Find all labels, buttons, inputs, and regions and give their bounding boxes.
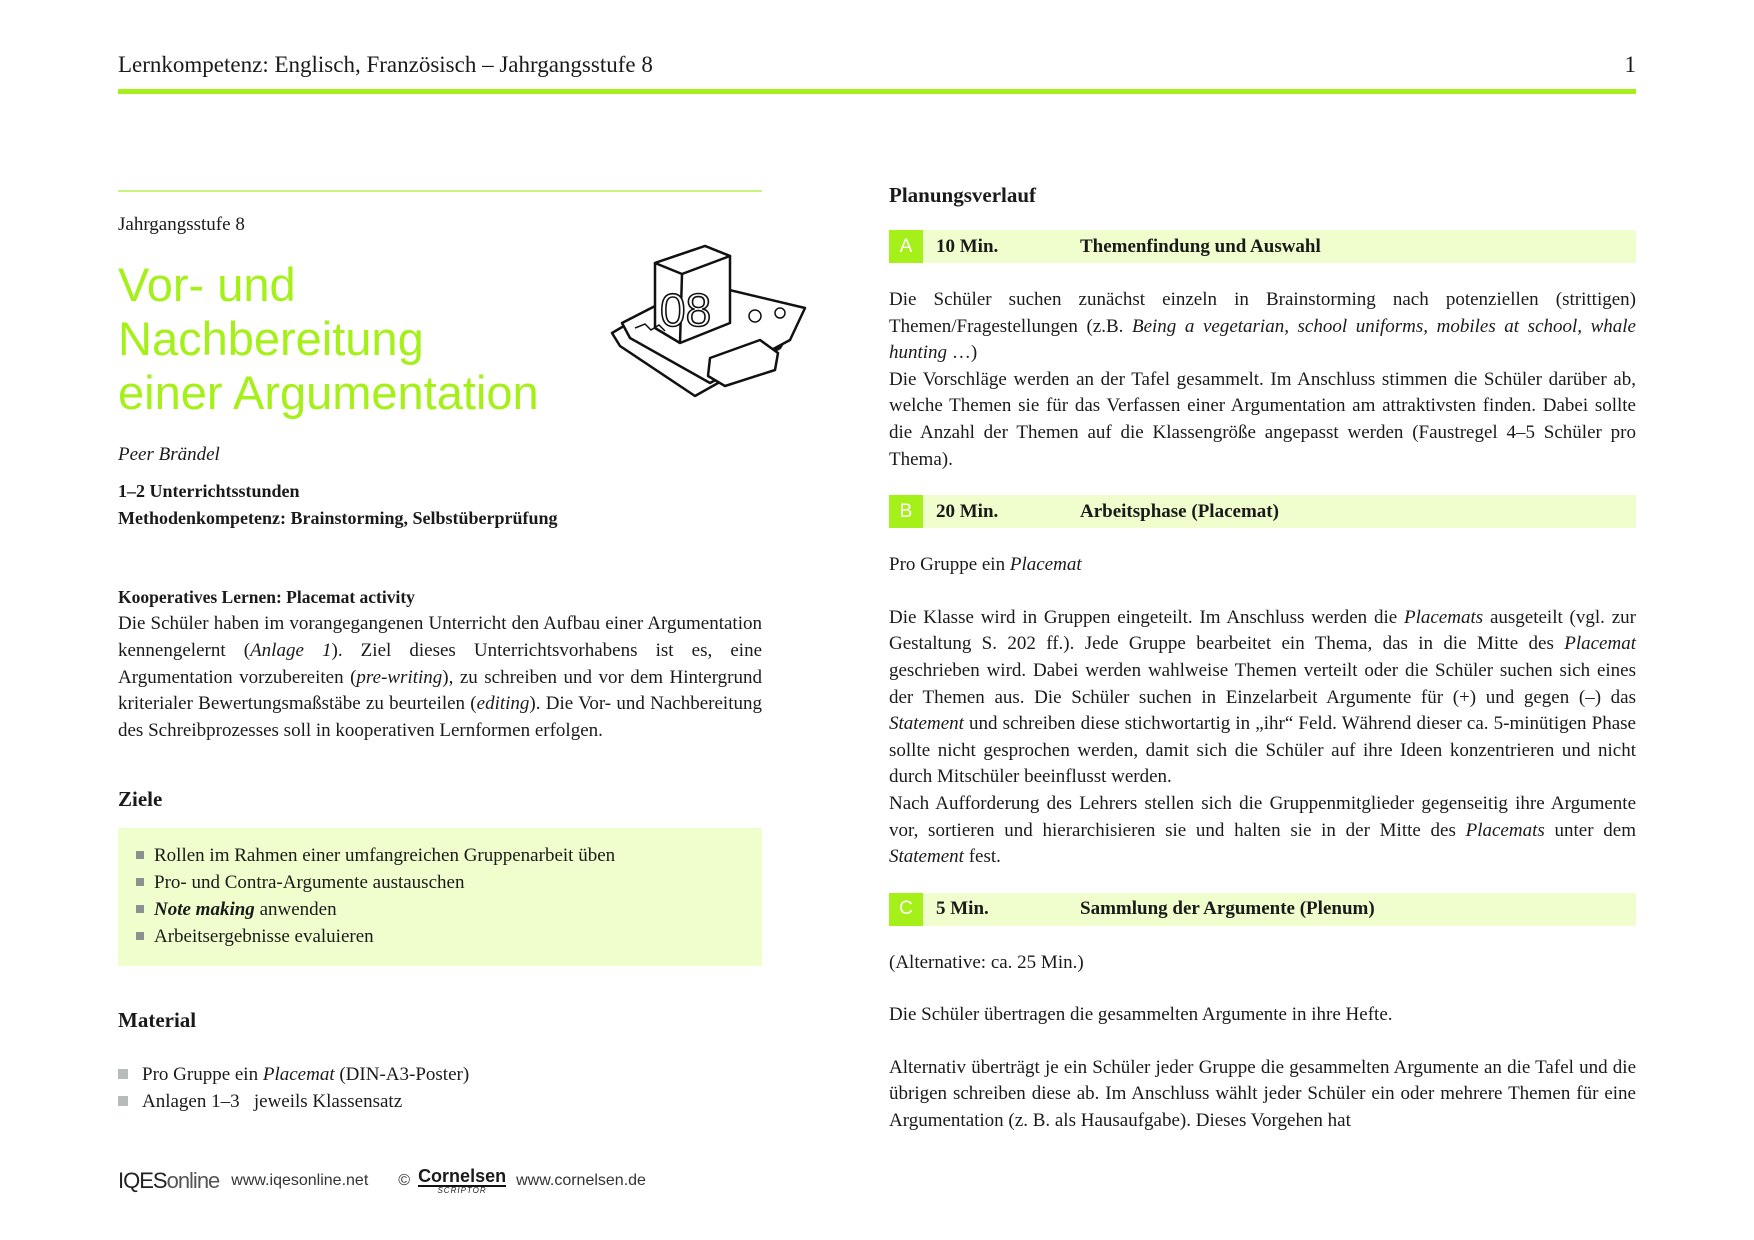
material-text-run: Pro Gruppe ein [142, 1063, 263, 1085]
phase-title: Sammlung der Argumente (Plenum) [1080, 898, 1375, 920]
main-title-line: Vor- und [118, 258, 296, 311]
method-competence: Methodenkompetenz: Brainstorming, Selbstüberprüfung [118, 508, 558, 528]
material-text [142, 1088, 402, 1115]
goal-item [136, 896, 744, 923]
phase-header-b [889, 495, 1636, 528]
phase-text-run: geschrieben wird. Dabei werden wahlweise Themen verteilt oder die Schüler suchen sich eines der Themen aus. Die Schüler suchen in Einzelarbeit Argumente für (+) und gegen (–) das [889, 659, 1636, 708]
material-text-run: (DIN-A3-Poster) [334, 1063, 470, 1085]
phase-text-run: und schreiben diese stichwortartig in „ihr“ Feld. Während dieser ca. 5-minütigen Phase sollte nicht gesprochen werden, damit sich die Schüler auf ihre Ideen konzentrieren und nicht durch Mitschüler beeinflusst werden. [889, 713, 1636, 788]
intro-text: ). Ziel dieses Unterrichtsvorhabens ist es, eine Argumentation vorzubereiten ( [118, 639, 762, 688]
phase-text-run: Statement [889, 846, 964, 868]
phase-duration: 20 Min. [936, 500, 999, 522]
phase-text-run: Die Schüler suchen zunächst einzeln in Brainstorming nach potenziellen (strittigen) Themen/Fragestellungen (z.B. [889, 289, 1636, 337]
phase-list [889, 230, 1636, 1135]
phase-text-run: ausgeteilt (vgl. zur Gestaltung S. 202 ff.). Jede Gruppe bearbeitet ein Thema, das in die Mitte des [889, 606, 1636, 655]
intro-text: Anlage 1 [250, 639, 332, 661]
intro-paragraph [118, 611, 762, 745]
dice-digit-0: 08 [660, 284, 712, 336]
grade-label: Jahrgangsstufe 8 [118, 214, 245, 235]
phase-text-run: …) [947, 342, 978, 364]
phase-badge: B [889, 495, 923, 528]
phase-text-run: Placemats [1465, 819, 1545, 841]
intro-text: Die Schüler haben im vorangegangenen Unterricht den Aufbau einer Argumentation kennengelernt ( [118, 613, 762, 661]
phase-duration: 5 Min. [936, 898, 989, 920]
phase-text-run: Nach Aufforderung des Lehrers stellen sich die Gruppenmitglieder gegenseitig ihre Argumente vor, sortieren und hierarchisieren sie und halten sie in der Mitte des [889, 792, 1636, 841]
phase-text-run: unter dem [1544, 819, 1636, 841]
section-divider [118, 190, 762, 192]
square-bullet-icon [136, 905, 144, 913]
page-number: 1 [1624, 52, 1636, 77]
phase-text-run: fest. [963, 846, 1001, 868]
phase-paragraph [889, 1055, 1636, 1135]
main-title-line: einer Argumentation [118, 366, 539, 419]
cornelsen-logo-name: Cornelsen [418, 1166, 507, 1186]
material-item [118, 1088, 762, 1115]
square-bullet-icon [136, 932, 144, 940]
phase-header-a [889, 230, 1636, 263]
phase-paragraph [889, 287, 1636, 367]
illustration-svg [600, 228, 810, 403]
phase-text-run: Die Schüler übertragen die gesammelten Argumente in ihre Hefte. [889, 1004, 1393, 1026]
cornelsen-logo-sub: SCRIPTOR [437, 1186, 487, 1195]
material-text-run: Placemat [262, 1063, 335, 1085]
phase-duration: 10 Min. [936, 235, 999, 257]
square-bullet-icon [118, 1069, 128, 1079]
running-header-title: Lernkompetenz: Englisch, Französisch – Jahrgangsstufe 8 [118, 52, 653, 77]
square-bullet-icon [136, 878, 144, 886]
goal-text-run: Pro- und Contra-Argumente austauschen [154, 871, 465, 893]
intro-text: pre-writing [356, 666, 443, 688]
goal-item [136, 842, 744, 869]
iqes-logo-light: online [166, 1168, 220, 1193]
phase-text-run: Die Vorschläge werden an der Tafel gesammelt. Im Anschluss stimmen die Schüler darüber ab, welche Themen sie für das Verfassen einer Argumentation am attraktivsten finden. Dabei sollte die Anzahl der Themen auf die Klassengröße angepasst werden (Faustregel 4–5 Schüler pro Thema). [889, 368, 1636, 470]
goal-item [136, 869, 744, 896]
phase-title: Arbeitsphase (Placemat) [1080, 500, 1279, 522]
main-title-line: Nachbereitung [118, 312, 424, 365]
phase-paragraph [889, 552, 1636, 579]
goals-box [118, 828, 762, 966]
dice-08-papers-icon [600, 228, 810, 403]
material-text [142, 1061, 469, 1088]
square-bullet-icon [118, 1096, 128, 1106]
goal-text [154, 923, 374, 950]
goal-text [154, 896, 337, 923]
square-bullet-icon [136, 851, 144, 859]
goals-heading: Ziele [118, 786, 163, 811]
footer [118, 1166, 646, 1196]
phase-text-run: Alternativ überträgt je ein Schüler jeder Gruppe die gesammelten Argumente an die Tafel und die übrigen schreiben diese ab. Im Anschluss wählt jeder Schüler ein oder mehrere Themen für eine Argumentation (z. B. als Hausaufgabe). Dieses Vorgehen hat [889, 1056, 1636, 1132]
phase-paragraph [889, 791, 1636, 871]
iqes-logo[interactable] [118, 1168, 219, 1194]
iqes-logo-brand: IQES [118, 1168, 167, 1193]
intro-text: ), zu schreiben und vor dem Hintergrund kriterialer Bewertungsmaßstäbe zu beurteilen ( [118, 666, 763, 715]
phase-text-run: Placemats [1403, 606, 1484, 628]
material-text-run: Anlagen 1–3 jeweils Klassensatz [142, 1090, 403, 1112]
phase-badge: C [889, 893, 923, 926]
header-rule [118, 89, 1636, 94]
phase-paragraph [889, 605, 1636, 791]
intro-text: editing [476, 693, 530, 715]
material-list [118, 1061, 762, 1115]
goal-text-run: Note making [154, 898, 255, 920]
running-header [118, 52, 1636, 92]
phase-title: Themenfindung und Auswahl [1080, 235, 1321, 257]
author: Peer Brändel [118, 444, 220, 465]
phase-header-c [889, 893, 1636, 926]
goal-text-run: Rollen im Rahmen einer umfangreichen Gruppenarbeit üben [154, 844, 616, 866]
goal-text-run: Arbeitsergebnisse evaluieren [154, 925, 374, 947]
goal-text-run: anwenden [254, 898, 337, 920]
phase-paragraph [889, 367, 1636, 473]
planning-heading: Planungsverlauf [889, 183, 1037, 207]
coop-heading: Kooperatives Lernen: Placemat activity [118, 587, 415, 607]
copyright-icon: © [398, 1172, 411, 1189]
phase-badge: A [889, 230, 923, 263]
phase-text-run: Die Klasse wird in Gruppen eingeteilt. Im Anschluss werden die [889, 606, 1404, 628]
phase-paragraph [889, 1002, 1636, 1029]
phase-text-run: (Alternative: ca. 25 Min.) [889, 951, 1084, 973]
material-item [118, 1061, 762, 1088]
intro-text: ). Die Vor- und Nachbereitung des Schreibprozesses soll in kooperativen Lernformen erfolgen. [118, 693, 762, 742]
phase-paragraph [889, 950, 1636, 977]
cornelsen-url-link[interactable]: www.cornelsen.de [516, 1172, 646, 1189]
phase-text-run: Placemat [1564, 633, 1636, 655]
lesson-meta [118, 478, 762, 532]
phase-text-run: Being a vegetarian, school uniforms, mobiles at school, whale hunting [889, 315, 1636, 364]
goal-text [154, 869, 464, 896]
iqes-url-link[interactable]: www.iqesonline.net [231, 1172, 369, 1189]
goal-text [154, 842, 615, 869]
phase-text-run: Placemat [1009, 554, 1082, 576]
phase-text-run: Statement [889, 713, 964, 735]
material-heading: Material [118, 1007, 197, 1032]
lesson-count: 1–2 Unterrichtsstunden [118, 481, 300, 501]
cornelsen-logo[interactable] [418, 1167, 506, 1195]
goal-item [136, 923, 744, 950]
phase-text-run: Pro Gruppe ein [889, 554, 1010, 576]
right-column [889, 183, 1636, 1135]
